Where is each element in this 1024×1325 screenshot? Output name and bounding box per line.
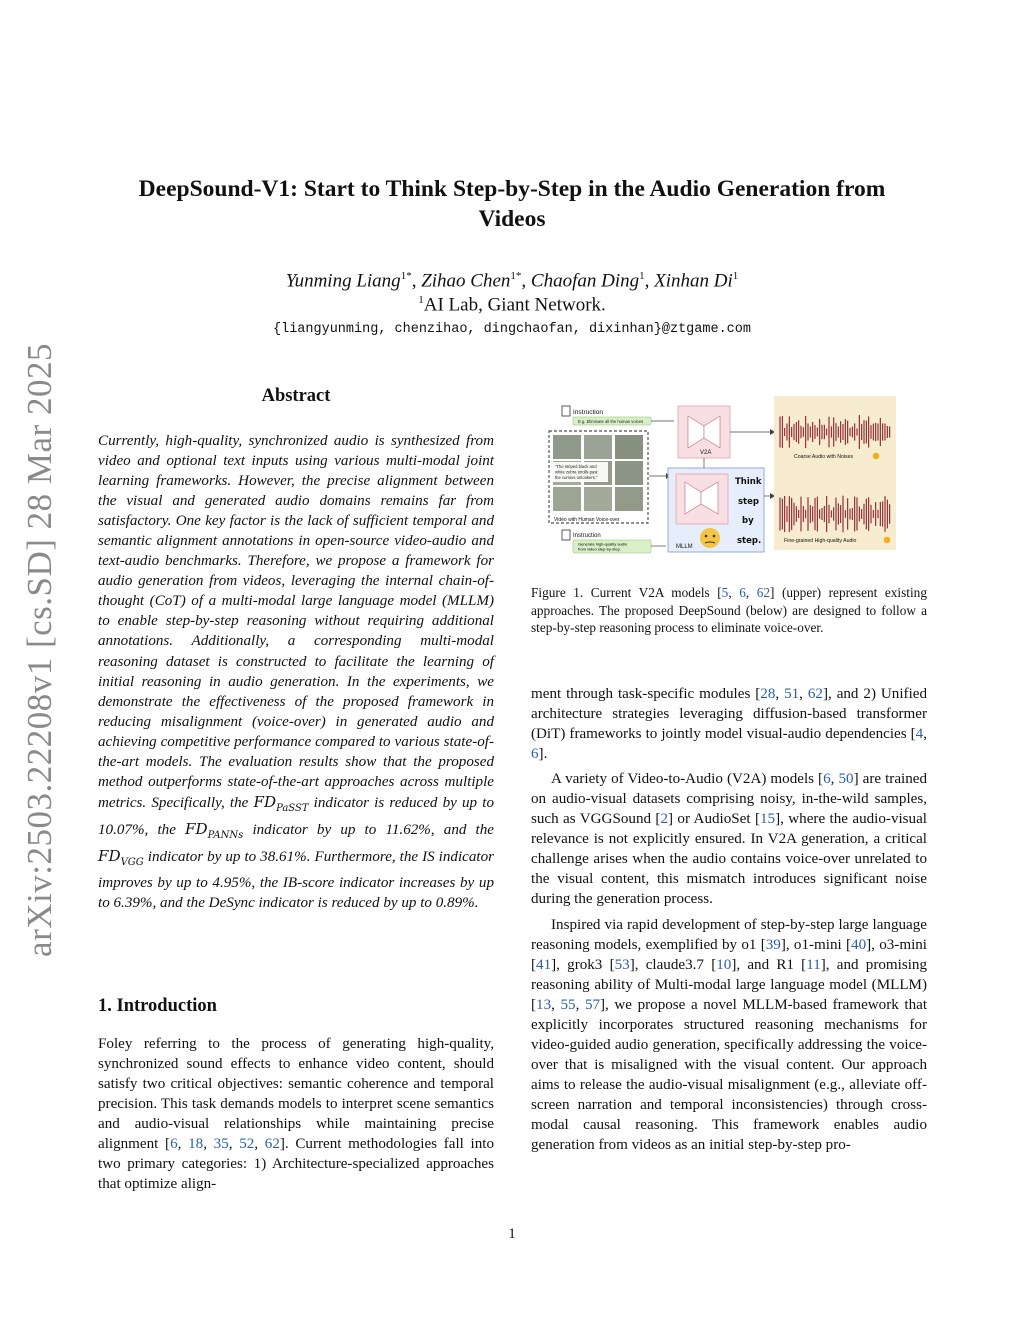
svg-text:from video step-by-step.: from video step-by-step. [578,546,621,552]
svg-text:Instruction: Instruction [573,409,603,416]
author-name: Yunming Liang [285,270,401,292]
video-frames [549,431,648,523]
citation-link[interactable]: 51 [784,686,800,702]
figure-1-caption: Figure 1. Current V2A models [5, 6, 62] (upper) represent existing approaches. The proposed DeepSound (below) are designed to follow a step-by-step reasoning process to eliminate voice-over. [531,585,927,635]
paper-title: DeepSound-V1: Start to Think Step-by-Step in the Audio Generation from Videos [138,176,886,232]
svg-text:step: step [738,497,759,507]
v2a-model-box [678,406,730,458]
fd-passt-metric: $FD_{PaSST}$ [253,792,309,814]
citation-link[interactable]: 10 [716,956,732,973]
author-sup: 1 [732,270,739,282]
svg-text:E.g. Eliminate all the human v: E.g. Eliminate all the human voices [578,419,644,424]
paragraph: ment through task-specific modules [28, 51, 62], and 2) Unified architecture strategies leveraging diffusion-based transformer (DiT) frameworks to jointly model visual-audio dependencies [4, 6]. [531,686,928,763]
svg-text:Fine-grained High-quality Audi: Fine-grained High-quality Audio [784,538,857,544]
arxiv-stamp [10,343,70,957]
citation-link[interactable]: 11 [806,956,821,973]
citation-link[interactable]: 52 [239,1136,255,1153]
citation-link[interactable]: 15 [760,811,776,828]
svg-text:Coarse Audio with Noises: Coarse Audio with Noises [794,454,854,460]
figure-1-diagram [548,396,896,556]
page-number: 1 [508,1226,516,1242]
author-name: Xinhan Di [654,270,733,292]
citation-link[interactable]: 55 [560,996,576,1013]
svg-text:MLLM: MLLM [676,544,693,550]
abstract-body: Currently, high-quality, synchronized audio is synthesized from video and optional text inputs using various multi-modal joint learning frameworks. However, the precise alignment between the visual and generated audio domains remains far from satisfactory. One key factor is the lack of sufficient temporal and semantic alignment annotations in open-source video-audio and text-audio benchmarks. Therefore, we propose a framework for audio generation from videos, leveraging the internal chain-of-thought (CoT) of a multi-modal large language model (MLLM) to enable step-by-step reasoning without requiring additional annotations. Additionally, a corresponding multi-modal reasoning dataset is constructed to facilitate the learning of initial reasoning in audio generation. In the experiments, we demonstrate the effectiveness of the proposed framework in reducing misalignment (voice-over) in generated audio and achieving competitive performance compared to various state-of-the-art models. The evaluation results show that the proposed method outperforms state-of-the-art approaches across multiple metrics. Specifically, the $FD_{PaSST}$ indicator is reduced by up to 10.07%, the $FD_{PANNs}$ indicator by up to 11.62%, and the $FD_{VGG}$ indicator by up to 38.61%. Furthermore, the IS indicator improves by up to 4.95%, the IB-score indicator increases by up to 6.39%, and the DeSync indicator is reduced by up to 0.89%. [98,433,495,912]
citation-link[interactable]: 13 [536,996,552,1013]
svg-text:Think: Think [735,477,762,487]
citation-link[interactable]: 39 [765,936,781,953]
citation-link[interactable]: 5 [721,585,729,600]
right-column-body [531,684,927,1160]
svg-text:Generate high-quality audio: Generate high-quality audio [578,541,628,547]
citation-link[interactable]: 6 [823,771,831,788]
arxiv-stamp-text: arXiv:2503.22208v1 [cs.SD] 28 Mar 2025 [20,343,59,957]
citation-link[interactable]: 50 [838,771,854,788]
intro-paragraph: Foley referring to the process of generating high-quality, synchronized sound effects to enhance video content, should satisfy two critical objectives: semantic coherence and temporal precision. This task demands models to interpret scene semantics and audio-visual relationships while maintaining precise alignment [6, 18, 35, 52, 62]. Current methodologies fall into two primary categories: 1) Architecture-specialized approaches that optimize align- [98,1036,495,1193]
citation-link[interactable]: 4 [915,726,924,743]
citation-link[interactable]: 18 [188,1136,204,1153]
author-emails: {liangyunming, chenzihao, dingchaofan, dixinhan}@ztgame.com [273,322,751,337]
citation-link[interactable]: 62 [264,1136,280,1153]
svg-text:by: by [742,516,754,526]
svg-text:"The striped black and: "The striped black and [555,464,597,469]
citation-link[interactable]: 35 [213,1136,229,1153]
author-list: Yunming Liang$^{1*}$, Zihao Chen$^{1*}$, Chaofan Ding$^1$, Xinhan Di$^1$ [285,270,739,292]
citation-link[interactable]: 41 [536,956,552,973]
svg-text:Instruction: Instruction [573,533,601,539]
svg-text:Video with Human Voice-over: Video with Human Voice-over [554,517,620,523]
mllm-model-box [668,468,764,552]
paragraph: A variety of Video-to-Audio (V2A) models [6, 50] are trained on audio-visual datasets comprising noisy, in-the-wild samples, such as VGGSound [2] or AudioSet [15], where the audio-visual relevance is not explicitly ensured. In V2A generation, a critical challenge arises when the audio contains voice-over unrelated to the visual content, this mismatch introduces significant noise during the generation process. [531,771,928,908]
citation-link[interactable]: 2 [660,811,668,828]
author-sup: 1* [510,270,522,282]
paragraph: Inspired via rapid development of step-by-step large language reasoning models, exemplified by o1 [39], o1-mini [40], o3-mini [41], grok3 [53], claude3.7 [10], and R1 [11], and promising reasoning ability of Multi-modal large language model (MLLM) [13, 55, 57], we propose a novel MLLM-based framework that explicitly incorporates structured reasoning mechanisms for video-guided audio generation, specifically addressing the voice-over that is misaligned with the visual content. Our approach aims to release the audio-visual misalignment (e.g., alleviate off-screen narration and temporal inconsistencies) through cross-modal causal reasoning. This framework enables audio generation from videos as an initial step-by-step pro- [531,916,928,1154]
abstract-heading: Abstract [261,386,331,406]
fd-panns-metric: $FD_{PANNs}$ [185,819,244,841]
fd-vgg-metric: $FD_{VGG}$ [98,846,144,868]
citation-link[interactable]: 57 [584,996,601,1013]
citation-link[interactable]: 53 [614,956,630,973]
instruction-box-bottom [562,530,651,553]
affiliation: $^1$AI Lab, Giant Network. [418,294,606,316]
citation-link[interactable]: 62 [756,585,770,600]
citation-link[interactable]: 6 [531,746,539,763]
svg-text:V2A: V2A [700,450,712,456]
svg-text:step.: step. [737,536,762,546]
author-name: Chaofan Ding [530,270,640,292]
citation-link[interactable]: 62 [807,686,823,702]
author-name: Zihao Chen [421,270,511,292]
citation-link[interactable]: 6 [170,1136,178,1153]
citation-link[interactable]: 28 [760,686,776,702]
citation-link[interactable]: 6 [739,585,746,600]
instruction-box-top [562,406,651,425]
audio-waveform-panel [774,396,896,550]
author-sup: 1* [400,270,412,282]
intro-heading: 1. Introduction [98,996,217,1016]
svg-text:white zebra strolls past: white zebra strolls past [555,469,598,475]
author-sup: 1 [639,270,645,282]
citation-link[interactable]: 40 [851,936,867,953]
svg-text:the curious onlookers.": the curious onlookers." [555,475,598,480]
